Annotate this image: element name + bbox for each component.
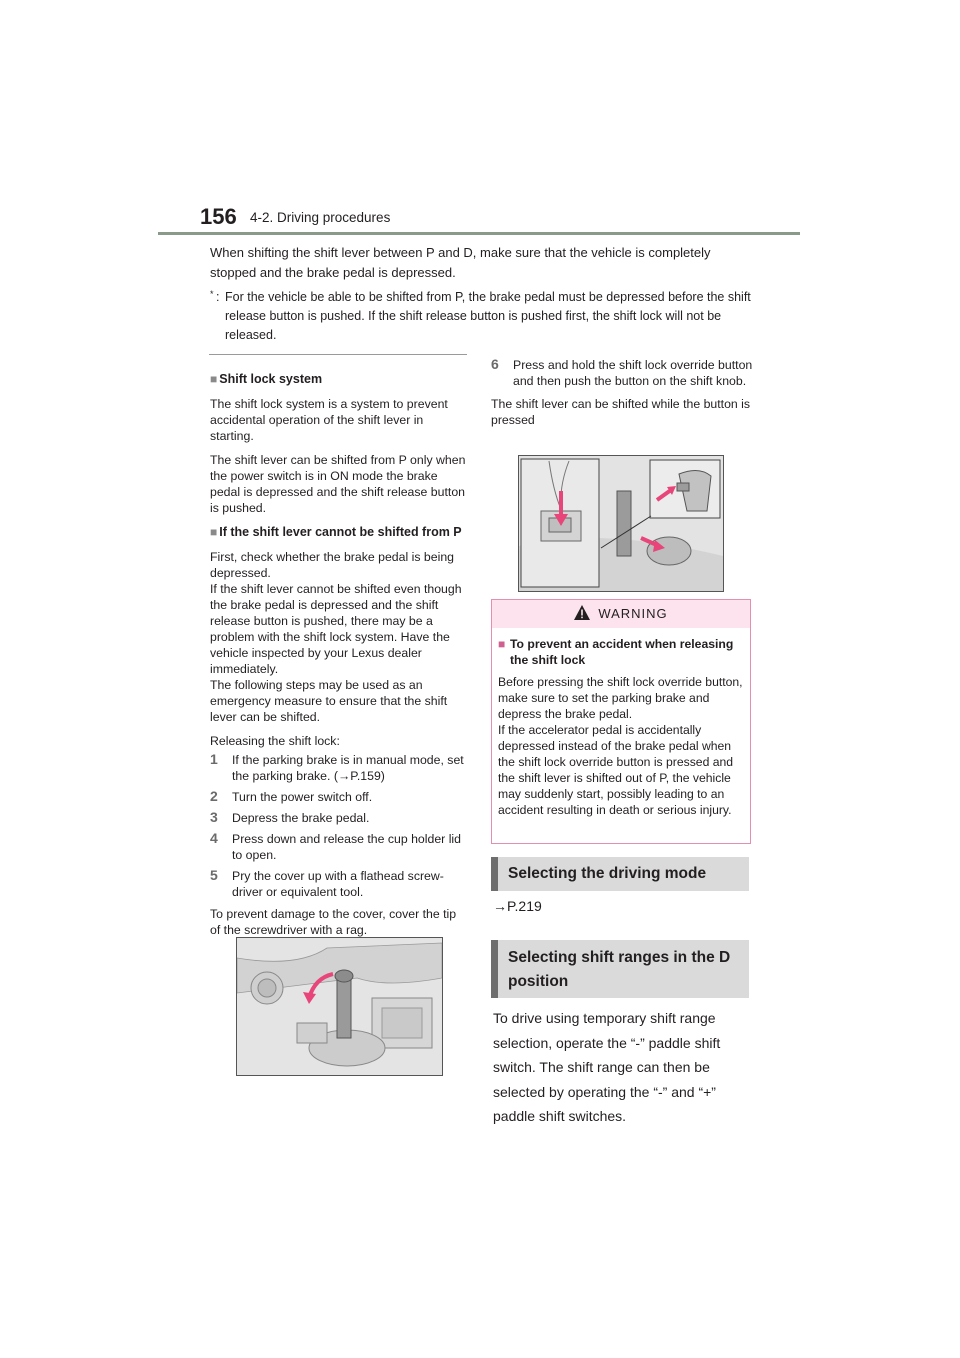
driving-mode-heading: Selecting the driving mode [491,857,749,891]
page-number: 156 [200,204,237,229]
step-6: 6 Press and hold the shift lock override button and then push the button on the shift knob. [491,356,753,388]
step-5: 5 Pry the cover up with a flathead screw-driver or equivalent tool. [210,867,444,899]
shift-lock-p2: The shift lever can be shifted from P only when the power switch is in ON mode the brake pedal is depressed and the shift release button is pushed. [210,453,466,515]
intro-paragraph: When shifting the shift lever between P and D, make sure that the vehicle is completely stopped and the brake pedal is depressed. [210,245,711,280]
footnote-colon: : [216,290,220,304]
cannot-shift-p3: The following steps may be used as an emergency measure to ensure that the shift lever can be shifted. [210,678,448,724]
footnote-star: * [210,289,214,299]
warning-text-2: If the accelerator pedal is accidentally depressed instead of the brake pedal when the shift lock override button is pressed and the shift lever is shifted out of P, the vehicle may suddenly start, possibly leading to an accident resulting in death or serious injury. [498,723,734,817]
warning-title: ■ To prevent an accident when releasing the shift lock [498,637,734,667]
square-bullet-icon: ■ [210,372,218,386]
square-bullet-icon: ■ [210,525,218,539]
footnote-text: For the vehicle be able to be shifted from P, the brake pedal must be depressed before the shift release button is pushed. If the shift release button is pushed first, the shift lock will not be released. [225,290,751,342]
shift-lock-override-illustration [518,455,724,592]
releasing-label: Releasing the shift lock: [210,734,340,748]
shift-lock-drawing [519,456,723,591]
section-title: 4-2. Driving procedures [250,210,391,225]
prevent-damage-note: To prevent damage to the cover, cover the tip of the screwdriver with a rag. [210,907,457,937]
header-rule [158,232,800,235]
cup-holder-illustration [236,937,443,1076]
shift-ranges-text: To drive using temporary shift range selection, operate the “-” paddle shift switch. The shift range can then be selected by operating the “-” and “+” paddle shift switches. [493,1010,721,1124]
step-6-note: The shift lever can be shifted while the button is pressed [491,397,751,427]
shift-lock-heading: ■ Shift lock system [210,372,323,386]
cup-holder-drawing [237,938,442,1075]
shift-ranges-heading: Selecting shift ranges in the D position [491,940,749,998]
column-divider [209,354,467,355]
step-3: 3 Depress the brake pedal. [210,809,370,825]
warning-label: WARNING [598,606,668,621]
square-bullet-icon: ■ [498,637,506,651]
cannot-shift-p1: First, check whether the brake pedal is being depressed. [210,550,455,580]
warning-box [491,599,751,844]
cannot-shift-heading: ■ If the shift lever cannot be shifted from P [210,525,462,539]
warning-text-1: Before pressing the shift lock override button, make sure to set the parking brake and depress the brake pedal. [498,675,743,721]
warning-header [492,600,750,628]
left-column [210,371,468,946]
shift-lock-p1: The shift lock system is a system to prevent accidental operation of the shift lever in starting. [210,397,448,443]
cannot-shift-p2: If the shift lever cannot be shifted even though the brake pedal is depressed and the shift release button is pushed, there may be a problem with the shift lock system. Have the vehicle inspected by your Lexus dealer immediately. [210,582,462,676]
warning-triangle-icon [574,605,590,620]
warning-body [492,628,750,818]
step-2: 2 Turn the power switch off. [210,788,373,804]
footnote [210,288,760,345]
step-1: 1 If the parking brake is in manual mode, set the parking brake. (→P.159) [210,751,464,783]
driving-mode-ref[interactable]: →P.219 [493,898,542,914]
right-column-top [491,357,753,436]
step-4: 4 Press down and release the cup holder lid to open. [210,830,461,862]
